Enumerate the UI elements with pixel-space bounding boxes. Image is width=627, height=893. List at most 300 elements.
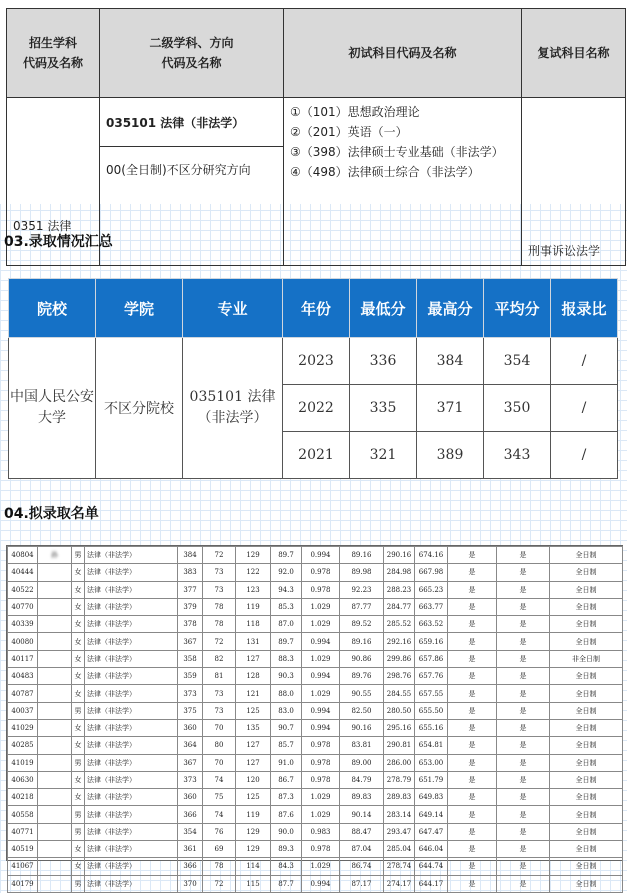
coefficient-cell: 0.978 xyxy=(302,841,340,858)
initial-score-cell: 360 xyxy=(178,789,203,806)
passed-flag-cell: 是 xyxy=(497,806,550,823)
study-mode-cell: 全日制 xyxy=(550,581,623,598)
weighted-retest-cell: 89.16 xyxy=(340,547,384,564)
gender-cell: 女 xyxy=(72,737,85,754)
max-score-cell: 384 xyxy=(417,338,484,385)
retest-score-cell: 90.0 xyxy=(271,823,302,840)
major-cell: 法律（非法学） xyxy=(85,685,178,702)
english-score-cell: 114 xyxy=(236,858,271,875)
retest-total-cell: 274.17 xyxy=(384,875,415,892)
retest-score-cell: 91.0 xyxy=(271,754,302,771)
study-mode-cell: 全日制 xyxy=(550,685,623,702)
passed-flag-cell: 是 xyxy=(497,564,550,581)
candidate-name-cell xyxy=(38,650,72,667)
coefficient-cell: 0.983 xyxy=(302,823,340,840)
retest-score-cell: 87.3 xyxy=(271,789,302,806)
total-score-cell: 674.16 xyxy=(415,547,448,564)
candidate-id-cell: 40787 xyxy=(8,685,38,702)
total-score-cell: 649.83 xyxy=(415,789,448,806)
politics-score-cell: 82 xyxy=(203,650,236,667)
initial-score-cell: 375 xyxy=(178,702,203,719)
admitted-flag-cell: 是 xyxy=(448,616,497,633)
politics-score-cell: 74 xyxy=(203,806,236,823)
study-mode-cell: 全日制 xyxy=(550,875,623,892)
candidate-name-cell xyxy=(38,737,72,754)
retest-total-cell: 283.14 xyxy=(384,806,415,823)
weighted-retest-cell: 90.55 xyxy=(340,685,384,702)
candidate-id-cell: 40770 xyxy=(8,598,38,615)
ratio-cell: / xyxy=(551,385,618,432)
retest-total-cell: 284.77 xyxy=(384,598,415,615)
header-max-score: 最高分 xyxy=(417,279,484,338)
retest-total-cell: 295.16 xyxy=(384,719,415,736)
candidate-id-cell: 40771 xyxy=(8,823,38,840)
coefficient-cell: 0.978 xyxy=(302,771,340,788)
gender-cell: 男 xyxy=(72,702,85,719)
passed-flag-cell: 是 xyxy=(497,754,550,771)
english-score-cell: 125 xyxy=(236,702,271,719)
candidate-id-cell: 40179 xyxy=(8,875,38,892)
english-score-cell: 118 xyxy=(236,616,271,633)
admit-list-section xyxy=(6,545,623,888)
major-cell: 法律（非法学） xyxy=(85,581,178,598)
admitted-flag-cell: 是 xyxy=(448,719,497,736)
gender-cell: 男 xyxy=(72,547,85,564)
weighted-retest-cell: 88.47 xyxy=(340,823,384,840)
header-college: 学院 xyxy=(96,279,183,338)
major-cell: 035101 法律（非法学） xyxy=(183,338,283,479)
initial-score-cell: 370 xyxy=(178,875,203,892)
candidate-id-cell: 40804 xyxy=(8,547,38,564)
header-min-score: 最低分 xyxy=(350,279,417,338)
coefficient-cell: 1.029 xyxy=(302,858,340,875)
english-score-cell: 127 xyxy=(236,754,271,771)
politics-score-cell: 73 xyxy=(203,564,236,581)
ratio-cell: / xyxy=(551,432,618,479)
total-score-cell: 657.76 xyxy=(415,668,448,685)
candidate-id-cell: 40483 xyxy=(8,668,38,685)
politics-score-cell: 75 xyxy=(203,789,236,806)
weighted-retest-cell: 87.04 xyxy=(340,841,384,858)
english-score-cell: 120 xyxy=(236,771,271,788)
study-mode-cell: 全日制 xyxy=(550,598,623,615)
major-cell: 法律（非法学） xyxy=(85,841,178,858)
candidate-id-cell: 40519 xyxy=(8,841,38,858)
major-cell: 法律（非法学） xyxy=(85,650,178,667)
admitted-flag-cell: 是 xyxy=(448,875,497,892)
passed-flag-cell: 是 xyxy=(497,650,550,667)
initial-score-cell: 358 xyxy=(178,650,203,667)
candidate-id-cell: 40218 xyxy=(8,789,38,806)
total-score-cell: 654.81 xyxy=(415,737,448,754)
retest-total-cell: 290.81 xyxy=(384,737,415,754)
retest-score-cell: 85.7 xyxy=(271,737,302,754)
coefficient-cell: 0.978 xyxy=(302,737,340,754)
min-score-cell: 321 xyxy=(350,432,417,479)
weighted-retest-cell: 89.76 xyxy=(340,668,384,685)
retest-score-cell: 90.7 xyxy=(271,719,302,736)
total-score-cell: 644.17 xyxy=(415,875,448,892)
retest-score-cell: 90.3 xyxy=(271,668,302,685)
avg-score-cell: 354 xyxy=(484,338,551,385)
retest-total-cell: 289.83 xyxy=(384,789,415,806)
subject-name: 0351 法律 xyxy=(13,218,72,233)
retest-total-cell: 290.16 xyxy=(384,547,415,564)
admitted-flag-cell: 是 xyxy=(448,754,497,771)
passed-flag-cell: 是 xyxy=(497,547,550,564)
table-row xyxy=(8,789,623,806)
retest-total-cell: 278.74 xyxy=(384,858,415,875)
initial-score-cell: 378 xyxy=(178,616,203,633)
retest-score-cell: 94.3 xyxy=(271,581,302,598)
english-score-cell: 121 xyxy=(236,685,271,702)
passed-flag-cell: 是 xyxy=(497,858,550,875)
total-score-cell: 659.16 xyxy=(415,633,448,650)
gender-cell: 女 xyxy=(72,858,85,875)
study-mode-cell: 全日制 xyxy=(550,841,623,858)
retest-score-cell: 83.0 xyxy=(271,702,302,719)
candidate-id-cell: 40080 xyxy=(8,633,38,650)
exam-item: ①（101）思想政治理论 xyxy=(290,105,420,119)
politics-score-cell: 73 xyxy=(203,581,236,598)
candidate-name-cell xyxy=(38,598,72,615)
major-cell: 法律（非法学） xyxy=(85,668,178,685)
study-mode-cell: 全日制 xyxy=(550,737,623,754)
table-row xyxy=(8,702,623,719)
english-score-cell: 122 xyxy=(236,564,271,581)
header-retest-subject: 复试科目名称 xyxy=(522,9,626,98)
total-score-cell: 646.04 xyxy=(415,841,448,858)
coefficient-cell: 0.978 xyxy=(302,754,340,771)
retest-score-cell: 87.7 xyxy=(271,875,302,892)
total-score-cell: 649.14 xyxy=(415,806,448,823)
major-cell: 法律（非法学） xyxy=(85,616,178,633)
retest-score-cell: 84.3 xyxy=(271,858,302,875)
passed-flag-cell: 是 xyxy=(497,633,550,650)
retest-total-cell: 298.76 xyxy=(384,668,415,685)
admit-list-body xyxy=(8,547,623,893)
coefficient-cell: 1.029 xyxy=(302,685,340,702)
table-row xyxy=(8,616,623,633)
major-cell: 法律（非法学） xyxy=(85,823,178,840)
passed-flag-cell: 是 xyxy=(497,771,550,788)
english-score-cell: 125 xyxy=(236,789,271,806)
year-cell: 2022 xyxy=(283,385,350,432)
direction-cell: 00(全日制)不区分研究方向 xyxy=(100,147,284,266)
politics-score-cell: 70 xyxy=(203,754,236,771)
table-row xyxy=(8,685,623,702)
study-mode-cell: 全日制 xyxy=(550,754,623,771)
gender-cell: 女 xyxy=(72,789,85,806)
exam-item: ②（201）英语（一） xyxy=(290,125,408,139)
major-cell: 法律（非法学） xyxy=(85,858,178,875)
politics-score-cell: 78 xyxy=(203,858,236,875)
total-score-cell: 651.79 xyxy=(415,771,448,788)
total-score-cell: 663.77 xyxy=(415,598,448,615)
table-row xyxy=(8,806,623,823)
admit-list-heading: 04.拟录取名单 xyxy=(4,506,99,522)
english-score-cell: 128 xyxy=(236,668,271,685)
retest-total-cell: 293.47 xyxy=(384,823,415,840)
candidate-name-cell xyxy=(38,633,72,650)
total-score-cell: 657.86 xyxy=(415,650,448,667)
gender-cell: 女 xyxy=(72,633,85,650)
admitted-flag-cell: 是 xyxy=(448,633,497,650)
study-mode-cell: 全日制 xyxy=(550,806,623,823)
weighted-retest-cell: 89.98 xyxy=(340,564,384,581)
admit-list-table xyxy=(7,546,623,893)
admitted-flag-cell: 是 xyxy=(448,668,497,685)
total-score-cell: 644.74 xyxy=(415,858,448,875)
avg-score-cell: 350 xyxy=(484,385,551,432)
min-score-cell: 336 xyxy=(350,338,417,385)
coefficient-cell: 0.994 xyxy=(302,547,340,564)
study-mode-cell: 全日制 xyxy=(550,616,623,633)
gender-cell: 男 xyxy=(72,806,85,823)
admitted-flag-cell: 是 xyxy=(448,737,497,754)
initial-score-cell: 364 xyxy=(178,737,203,754)
retest-total-cell: 285.04 xyxy=(384,841,415,858)
politics-score-cell: 78 xyxy=(203,616,236,633)
candidate-name-cell xyxy=(38,564,72,581)
weighted-retest-cell: 89.00 xyxy=(340,754,384,771)
english-score-cell: 127 xyxy=(236,737,271,754)
candidate-id-cell: 41019 xyxy=(8,754,38,771)
initial-score-cell: 384 xyxy=(178,547,203,564)
table-row xyxy=(8,823,623,840)
candidate-name-cell xyxy=(38,685,72,702)
politics-score-cell: 73 xyxy=(203,702,236,719)
candidate-id-cell: 40558 xyxy=(8,806,38,823)
candidate-name-cell xyxy=(38,616,72,633)
retest-score-cell: 87.0 xyxy=(271,616,302,633)
english-score-cell: 115 xyxy=(236,875,271,892)
gender-cell: 女 xyxy=(72,564,85,581)
weighted-retest-cell: 83.81 xyxy=(340,737,384,754)
header-major: 专业 xyxy=(183,279,283,338)
initial-score-cell: 367 xyxy=(178,754,203,771)
politics-score-cell: 72 xyxy=(203,547,236,564)
retest-score-cell: 89.3 xyxy=(271,841,302,858)
gender-cell: 女 xyxy=(72,598,85,615)
candidate-name-cell xyxy=(38,719,72,736)
passed-flag-cell: 是 xyxy=(497,789,550,806)
retest-total-cell: 292.16 xyxy=(384,633,415,650)
coefficient-cell: 0.978 xyxy=(302,581,340,598)
passed-flag-cell: 是 xyxy=(497,823,550,840)
total-score-cell: 655.16 xyxy=(415,719,448,736)
retest-total-cell: 280.50 xyxy=(384,702,415,719)
table-row xyxy=(8,858,623,875)
coefficient-cell: 1.029 xyxy=(302,789,340,806)
retest-score-cell: 87.6 xyxy=(271,806,302,823)
retest-total-cell: 284.55 xyxy=(384,685,415,702)
initial-score-cell: 367 xyxy=(178,633,203,650)
college-cell: 不区分院校 xyxy=(96,338,183,479)
coefficient-cell: 1.029 xyxy=(302,598,340,615)
candidate-name-cell xyxy=(38,823,72,840)
candidate-id-cell: 40285 xyxy=(8,737,38,754)
passed-flag-cell: 是 xyxy=(497,598,550,615)
major-cell: 法律（非法学） xyxy=(85,547,178,564)
study-mode-cell: 全日制 xyxy=(550,668,623,685)
coefficient-cell: 0.994 xyxy=(302,702,340,719)
retest-score-cell: 89.7 xyxy=(271,633,302,650)
header-subdiscipline: 二级学科、方向 代码及名称 xyxy=(100,9,284,98)
header-school: 院校 xyxy=(9,279,96,338)
politics-score-cell: 81 xyxy=(203,668,236,685)
table-row xyxy=(8,581,623,598)
coefficient-cell: 0.978 xyxy=(302,564,340,581)
english-score-cell: 131 xyxy=(236,633,271,650)
retest-score-cell: 92.0 xyxy=(271,564,302,581)
total-score-cell: 655.50 xyxy=(415,702,448,719)
gender-cell: 女 xyxy=(72,771,85,788)
exam-item: ④（498）法律硕士综合（非法学） xyxy=(290,165,480,179)
header-ratio: 报录比 xyxy=(551,279,618,338)
admitted-flag-cell: 是 xyxy=(448,564,497,581)
passed-flag-cell: 是 xyxy=(497,616,550,633)
gender-cell: 女 xyxy=(72,650,85,667)
initial-score-cell: 379 xyxy=(178,598,203,615)
major-cell: 法律（非法学） xyxy=(85,771,178,788)
coefficient-cell: 0.994 xyxy=(302,719,340,736)
retest-total-cell: 284.98 xyxy=(384,564,415,581)
passed-flag-cell: 是 xyxy=(497,719,550,736)
admitted-flag-cell: 是 xyxy=(448,685,497,702)
retest-total-cell: 286.00 xyxy=(384,754,415,771)
study-mode-cell: 非全日制 xyxy=(550,650,623,667)
weighted-retest-cell: 89.16 xyxy=(340,633,384,650)
coefficient-cell: 0.994 xyxy=(302,668,340,685)
year-cell: 2021 xyxy=(283,432,350,479)
politics-score-cell: 74 xyxy=(203,771,236,788)
total-score-cell: 665.23 xyxy=(415,581,448,598)
politics-score-cell: 78 xyxy=(203,598,236,615)
table-row xyxy=(8,719,623,736)
passed-flag-cell: 是 xyxy=(497,668,550,685)
english-score-cell: 135 xyxy=(236,719,271,736)
retest-score-cell: 88.0 xyxy=(271,685,302,702)
retest-total-cell: 278.79 xyxy=(384,771,415,788)
study-mode-cell: 全日制 xyxy=(550,564,623,581)
study-mode-cell: 全日制 xyxy=(550,702,623,719)
admitted-flag-cell: 是 xyxy=(448,858,497,875)
initial-score-cell: 377 xyxy=(178,581,203,598)
major-cell: 法律（非法学） xyxy=(85,754,178,771)
table-row xyxy=(8,598,623,615)
politics-score-cell: 72 xyxy=(203,875,236,892)
politics-score-cell: 72 xyxy=(203,633,236,650)
table-row xyxy=(8,650,623,667)
gender-cell: 男 xyxy=(72,754,85,771)
english-score-cell: 129 xyxy=(236,547,271,564)
english-score-cell: 119 xyxy=(236,598,271,615)
coefficient-cell: 1.029 xyxy=(302,806,340,823)
candidate-name-cell xyxy=(38,789,72,806)
candidate-id-cell: 40117 xyxy=(8,650,38,667)
passed-flag-cell: 是 xyxy=(497,841,550,858)
english-score-cell: 123 xyxy=(236,581,271,598)
weighted-retest-cell: 90.14 xyxy=(340,806,384,823)
admission-summary-heading: 03.录取情况汇总 xyxy=(4,234,113,250)
candidate-name-cell xyxy=(38,806,72,823)
initial-score-cell: 359 xyxy=(178,668,203,685)
retest-total-cell: 288.23 xyxy=(384,581,415,598)
politics-score-cell: 80 xyxy=(203,737,236,754)
header-subject-code: 招生学科 代码及名称 xyxy=(7,9,100,98)
major-cell: 法律（非法学） xyxy=(85,875,178,892)
english-score-cell: 119 xyxy=(236,806,271,823)
initial-score-cell: 366 xyxy=(178,806,203,823)
table-row xyxy=(8,564,623,581)
candidate-name-cell xyxy=(38,858,72,875)
admitted-flag-cell: 是 xyxy=(448,581,497,598)
passed-flag-cell: 是 xyxy=(497,685,550,702)
candidate-id-cell: 40339 xyxy=(8,616,38,633)
admitted-flag-cell: 是 xyxy=(448,702,497,719)
weighted-retest-cell: 89.83 xyxy=(340,789,384,806)
initial-score-cell: 373 xyxy=(178,771,203,788)
retest-score-cell: 85.3 xyxy=(271,598,302,615)
weighted-retest-cell: 84.79 xyxy=(340,771,384,788)
study-mode-cell: 全日制 xyxy=(550,789,623,806)
politics-score-cell: 69 xyxy=(203,841,236,858)
major-cell: 法律（非法学） xyxy=(85,564,178,581)
admitted-flag-cell: 是 xyxy=(448,547,497,564)
table-row xyxy=(8,547,623,564)
exam-item: ③（398）法律硕士专业基础（非法学） xyxy=(290,145,504,159)
english-score-cell: 129 xyxy=(236,841,271,858)
english-score-cell: 127 xyxy=(236,650,271,667)
coefficient-cell: 1.029 xyxy=(302,650,340,667)
major-cell: 法律（非法学） xyxy=(85,806,178,823)
admitted-flag-cell: 是 xyxy=(448,598,497,615)
initial-score-cell: 373 xyxy=(178,685,203,702)
politics-score-cell: 73 xyxy=(203,685,236,702)
weighted-retest-cell: 87.77 xyxy=(340,598,384,615)
retest-total-cell: 285.52 xyxy=(384,616,415,633)
passed-flag-cell: 是 xyxy=(497,737,550,754)
candidate-name-cell xyxy=(38,875,72,892)
weighted-retest-cell: 90.16 xyxy=(340,719,384,736)
gender-cell: 女 xyxy=(72,685,85,702)
major-cell: 法律（非法学） xyxy=(85,719,178,736)
admitted-flag-cell: 是 xyxy=(448,823,497,840)
candidate-id-cell: 40037 xyxy=(8,702,38,719)
exam-list-cell xyxy=(284,98,522,266)
weighted-retest-cell: 89.52 xyxy=(340,616,384,633)
exam-subject-table xyxy=(6,8,626,266)
header-year: 年份 xyxy=(283,279,350,338)
retest-name: 刑事诉讼法学 xyxy=(528,244,601,258)
study-mode-cell: 全日制 xyxy=(550,858,623,875)
total-score-cell: 647.47 xyxy=(415,823,448,840)
admitted-flag-cell: 是 xyxy=(448,789,497,806)
study-mode-cell: 全日制 xyxy=(550,771,623,788)
min-score-cell: 335 xyxy=(350,385,417,432)
gender-cell: 女 xyxy=(72,616,85,633)
retest-score-cell: 89.7 xyxy=(271,547,302,564)
candidate-id-cell: 41067 xyxy=(8,858,38,875)
candidate-name-cell: 孙 xyxy=(38,547,72,564)
admission-summary-table xyxy=(8,278,618,479)
candidate-id-cell: 40522 xyxy=(8,581,38,598)
passed-flag-cell: 是 xyxy=(497,581,550,598)
table-row xyxy=(8,668,623,685)
header-avg-score: 平均分 xyxy=(484,279,551,338)
politics-score-cell: 70 xyxy=(203,719,236,736)
